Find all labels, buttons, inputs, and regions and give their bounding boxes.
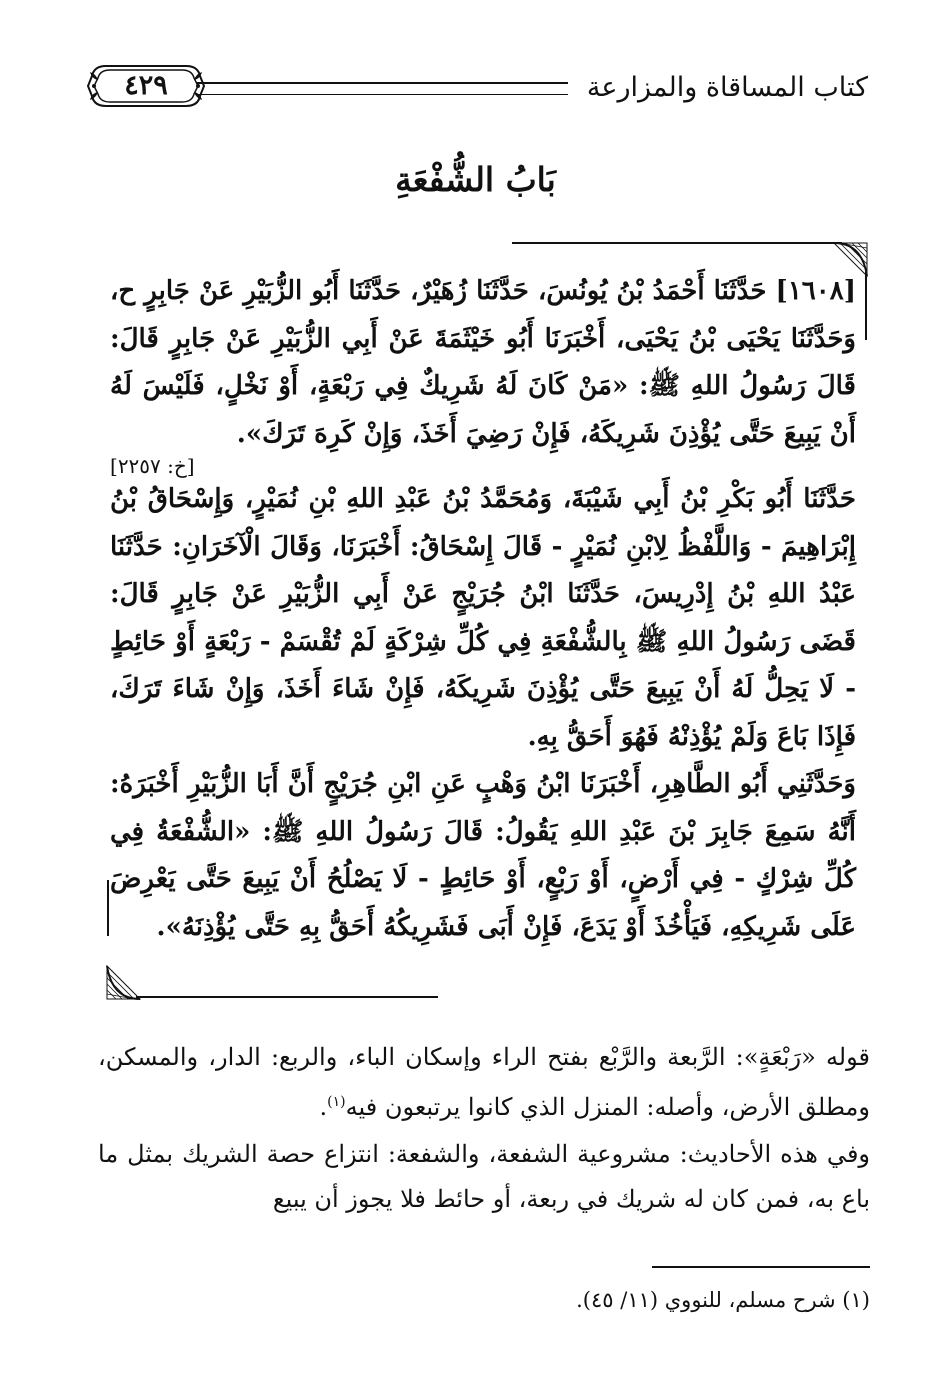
chapter-title: بَابُ الشُّفْعَةِ — [395, 160, 556, 199]
commentary-paragraph: وفي هذه الأحاديث: مشروعية الشفعة، والشفعة: انتزاع حصة الشريك بمثل ما باع به، فمن كان له شريك في ربعة، أو حائط فلا يجوز أن يبيع — [98, 1140, 870, 1213]
hadith-paragraph-text: حَدَّثَنَا أَحْمَدُ بْنُ يُونُسَ، حَدَّثَنَا زُهَيْرٌ، حَدَّثَنَا أَبُو الزُّبَيْرِ عَنْ جَابِرٍ ح، وَحَدَّثَنَا يَحْيَى بْنُ يَحْيَى، أَخْبَرَنَا أَبُو خَيْثَمَةَ عَنْ أَبِي الزُّبَيْرِ عَنْ جَابِرٍ قَالَ: قَالَ رَسُولُ اللهِ ﷺ: «مَنْ كَانَ لَهُ شَرِيكٌ فِي رَبْعَةٍ، أَوْ نَخْلٍ، فَلَيْسَ لَهُ أَنْ يَبِيعَ حَتَّى يُؤْذِنَ شَرِيكَهُ، فَإِنْ رَضِيَ أَخَذَ، وَإِنْ كَرِهَ تَرَكَ». — [110, 276, 856, 449]
running-header — [86, 62, 868, 122]
corner-ornament-icon — [102, 962, 142, 1006]
commentary-paragraph — [98, 1035, 870, 1130]
commentary-text: قوله «رَبْعَةٍ»: الرَّبعة والرَّبْع بفتح الراء وإسكان الباء، والربع: الدار، والمسكن، ومطلق الأرض، وأصله: المنزل الذي كانوا يرتبعون فيه — [98, 1043, 870, 1121]
hadith-paragraph: وَحَدَّثَنِي أَبُو الطَّاهِرِ، أَخْبَرَنَا ابْنُ وَهْبٍ عَنِ ابْنِ جُرَيْجٍ أَنَّ أَبَا الزُّبَيْرِ أَخْبَرَهُ: أَنَّهُ سَمِعَ جَابِرَ بْنَ عَبْدِ اللهِ يَقُولُ: قَالَ رَسُولُ اللهِ ﷺ: «الشُّفْعَةُ فِي كُلِّ شِرْكٍ - فِي أَرْضٍ، أَوْ رَبْعٍ، أَوْ حَائِطٍ - لَا يَصْلُحُ أَنْ يَبِيعَ حَتَّى يَعْرِضَ عَلَى شَرِيكِهِ، فَيَأْخُذَ أَوْ يَدَعَ، فَإِنْ أَبَى فَشَرِيكُهُ أَحَقُّ بِهِ حَتَّى يُؤْذِنَهُ». — [110, 769, 856, 942]
hadith-paragraph: حَدَّثَنَا أَبُو بَكْرِ بْنُ أَبِي شَيْبَةَ، وَمُحَمَّدُ بْنُ عَبْدِ اللهِ بْنِ نُمَيْرٍ، وَإِسْحَاقُ بْنُ إِبْرَاهِيمَ - وَاللَّفْظُ لِابْنِ نُمَيْرٍ - قَالَ إِسْحَاقُ: أَخْبَرَنَا، وَقَالَ الْآخَرَانِ: حَدَّثَنَا عَبْدُ اللهِ بْنُ إِدْرِيسَ، حَدَّثَنَا ابْنُ جُرَيْجٍ عَنْ أَبِي الزُّبَيْرِ عَنْ جَابِرٍ قَالَ: قَضَى رَسُولُ اللهِ ﷺ بِالشُّفْعَةِ فِي كُلِّ شِرْكَةٍ لَمْ تُقْسَمْ - رَبْعَةٍ أَوْ حَائِطٍ - لَا يَحِلُّ لَهُ أَنْ يَبِيعَ حَتَّى يُؤْذِنَ شَرِيكَهُ، فَإِنْ شَاءَ أَخَذَ، وَإِنْ شَاءَ تَرَكَ، فَإِذَا بَاعَ وَلَمْ يُؤْذِنْهُ فَهُوَ أَحَقُّ بِهِ. — [110, 484, 856, 752]
header-rule — [196, 82, 568, 95]
book-title: كتاب المساقاة والمزارعة — [586, 72, 868, 103]
footnotes — [98, 1284, 870, 1316]
cross-reference-text: [خ: ٢٢٥٧] — [110, 454, 195, 478]
hadith-paragraph — [110, 268, 856, 458]
commentary — [98, 1035, 870, 1222]
page-number-badge — [86, 62, 206, 110]
frame-right-line — [865, 272, 867, 340]
footnote-reference: (١) — [327, 1094, 346, 1110]
footnote-rule — [652, 1266, 870, 1268]
footnote-item: (١) شرح مسلم، للنووي (١١/ ٤٥). — [576, 1288, 870, 1312]
hadith-number: [١٦٠٨] — [775, 276, 856, 306]
frame-bottom-line — [136, 996, 438, 998]
hadith-frame — [102, 236, 872, 1006]
frame-top-line — [512, 242, 842, 244]
hadith-text — [110, 268, 856, 951]
commentary-text-end: . — [319, 1093, 328, 1121]
frame-left-line — [107, 880, 109, 936]
page-number: ٤٢٩ — [124, 70, 168, 101]
